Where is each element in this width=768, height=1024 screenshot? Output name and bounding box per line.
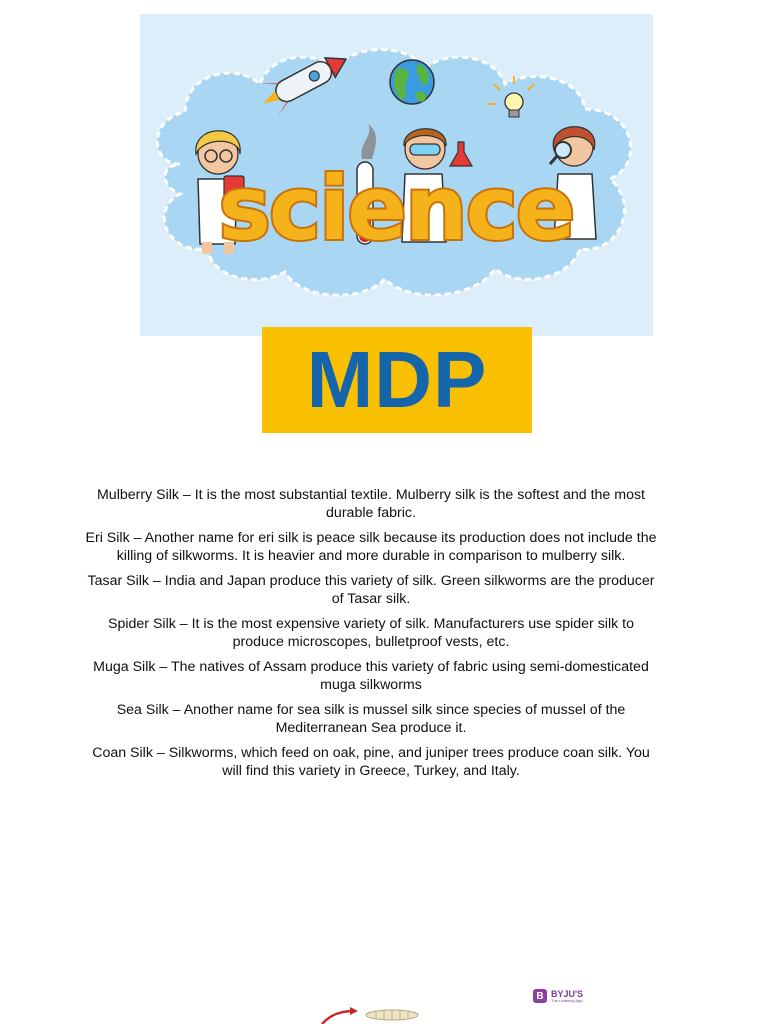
paragraph-tasar-silk: Tasar Silk – India and Japan produce this variety of silk. Green silkworms are the producer of Tasar silk. — [87, 573, 655, 607]
silkworm-illustration — [318, 1003, 428, 1024]
byjus-brand-name: BYJU'S — [551, 988, 584, 999]
byjus-tagline: The Learning App — [551, 997, 583, 1003]
paragraph-spider-silk: Spider Silk – It is the most expensive variety of silk. Manufacturers use spider silk to produce microscopes, bulletproof vests, etc. — [108, 616, 634, 650]
paragraph-muga-silk: Muga Silk – The natives of Assam produce this variety of fabric using semi-domesticated muga silkworms — [93, 659, 649, 693]
mdp-title: MDP — [306, 335, 488, 424]
byjus-logo-mark: B — [533, 989, 547, 1003]
byjus-logo — [533, 988, 583, 1004]
mdp-title-box — [262, 327, 532, 433]
paragraph-eri-silk: Eri Silk – Another name for eri silk is peace silk because its production does not include the killing of silkworms. It is heavier and more durable in comparison to mulberry silk. — [85, 530, 657, 564]
silk-varieties-list — [85, 486, 657, 787]
paragraph-mulberry-silk: Mulberry Silk – It is the most substantial textile. Mulberry silk is the softest and the most durable fabric. — [96, 487, 645, 521]
arrow-icon — [322, 1011, 354, 1024]
globe-icon — [390, 60, 434, 104]
science-word: science — [218, 157, 574, 260]
silkworm-icon — [366, 1010, 418, 1020]
science-banner — [140, 14, 653, 336]
paragraph-sea-silk: Sea Silk – Another name for sea silk is mussel silk since species of mussel of the Mediterranean Sea produce it. — [116, 702, 626, 736]
paragraph-coan-silk: Coan Silk – Silkworms, which feed on oak, pine, and juniper trees produce coan silk. You will find this variety in Greece, Turkey, and Italy. — [92, 745, 650, 779]
banner-illustration — [140, 14, 653, 336]
